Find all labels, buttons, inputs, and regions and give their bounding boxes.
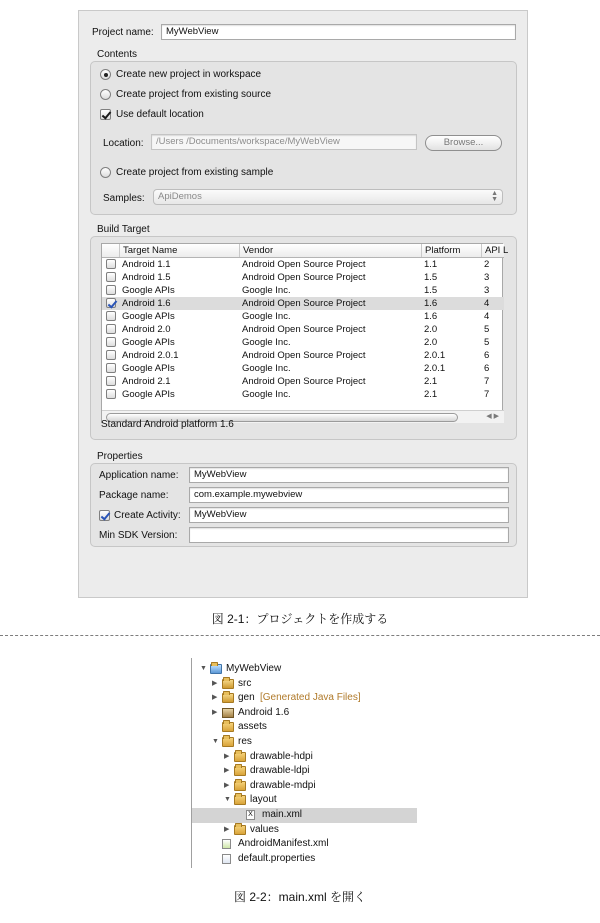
tree-item[interactable] [192,793,417,807]
target-checkbox[interactable] [106,363,116,373]
cell-platform: 2.0.1 [424,363,446,374]
tree-item[interactable] [192,735,417,749]
tree-item[interactable] [192,852,417,866]
min-sdk-version-label: Min SDK Version: [99,530,178,541]
table-header [102,244,509,258]
folder-icon [222,737,234,747]
tree-item-label: MyWebView [226,663,282,674]
application-name-label: Application name: [99,470,179,481]
collapsed-arrow-icon[interactable]: ▶ [224,752,230,760]
create-from-source-radio[interactable] [100,89,111,100]
use-default-location-checkbox[interactable] [100,109,111,120]
table-row[interactable] [102,388,504,401]
properties-file-icon [222,854,231,864]
cell-name: Google APIs [122,389,175,400]
cell-name: Android 1.1 [122,259,171,270]
contents-group [90,61,517,215]
tree-item[interactable] [192,750,417,764]
tree-item-label: assets [238,721,267,733]
table-row[interactable] [102,323,504,336]
use-default-location-label: Use default location [116,109,204,120]
location-input[interactable]: /Users /Documents/workspace/MyWebView [151,134,417,150]
browse-button[interactable]: Browse... [425,135,502,151]
cell-api: 3 [484,272,490,283]
cell-api: 3 [484,285,490,296]
cell-name: Google APIs [122,285,175,296]
tree-item-label: default.properties [238,852,316,864]
cell-platform: 2.0 [424,324,438,335]
tree-item[interactable] [192,837,417,851]
cell-api: 7 [484,389,490,400]
tree-item[interactable] [192,706,417,720]
package-explorer-tree[interactable] [191,658,417,868]
cell-platform: 1.6 [424,311,438,322]
folder-icon [222,722,234,732]
cell-vendor: Google Inc. [242,363,291,374]
tree-item-label: res [238,736,252,747]
samples-select[interactable] [153,189,503,205]
cell-vendor: Android Open Source Project [242,350,366,361]
cell-name: Android 2.1 [122,376,171,387]
expanded-arrow-icon[interactable]: ▼ [224,796,231,804]
target-checkbox[interactable] [106,376,116,386]
collapsed-arrow-icon[interactable]: ▶ [212,679,218,687]
cell-vendor: Google Inc. [242,285,291,296]
cell-name: Google APIs [122,337,175,348]
tree-item-label: layout [250,794,277,806]
cell-vendor: Android Open Source Project [242,298,366,309]
folder-icon [234,752,246,762]
location-label: Location: [103,138,144,149]
cell-api: 6 [484,350,490,361]
section-divider [0,635,600,636]
source-folder-icon [222,693,234,703]
project-name-input[interactable]: MyWebView [161,24,516,40]
library-jar-icon [222,708,234,718]
min-sdk-version-input[interactable] [189,527,509,543]
cell-platform: 2.1 [424,376,438,387]
create-activity-input[interactable]: MyWebView [189,507,509,523]
target-checkbox[interactable] [106,337,116,347]
create-from-source-label: Create project from existing source [116,89,272,100]
table-row[interactable] [102,375,504,388]
cell-platform: 1.5 [424,285,438,296]
target-checkbox[interactable] [106,389,116,399]
application-name-input[interactable]: MyWebView [189,467,509,483]
table-row[interactable] [102,271,504,284]
cell-vendor: Android Open Source Project [242,376,366,387]
cell-name: Android 1.5 [122,272,171,283]
build-target-group-title: Build Target [97,224,150,235]
cell-name: Google APIs [122,363,175,374]
cell-api: 2 [484,259,490,270]
column-header-platform[interactable]: Platform [421,244,481,257]
android-project-icon [210,664,222,674]
scroll-arrows-icon[interactable]: ◀▶ [486,413,501,420]
create-activity-checkbox[interactable] [99,510,110,521]
xml-file-icon: X [246,810,255,820]
properties-group [90,463,517,547]
figure-2-1-caption: 図 2-1：プロジェクトを作成する [211,612,389,626]
new-android-project-dialog [78,10,528,598]
table-row[interactable] [102,362,504,375]
figure-2-2-caption: 図 2-2：main.xml を開く [233,890,367,904]
create-new-project-label: Create new project in workspace [116,69,262,80]
tree-item[interactable] [192,662,417,676]
cell-api: 4 [484,298,490,309]
cell-platform: 2.0.1 [424,350,446,361]
table-row[interactable] [102,310,504,323]
folder-icon [234,766,246,776]
tree-item[interactable] [192,691,417,705]
cell-vendor: Android Open Source Project [242,272,366,283]
cell-api: 7 [484,376,490,387]
target-checkbox[interactable] [106,259,116,269]
package-name-input[interactable]: com.example.mywebview [189,487,509,503]
tree-item-label: Android 1.6 [238,706,290,718]
cell-api: 6 [484,363,490,374]
cell-vendor: Google Inc. [242,311,291,322]
samples-label: Samples: [103,193,145,204]
table-row[interactable] [102,297,504,310]
table-row[interactable] [102,336,504,349]
tree-item[interactable] [192,720,417,734]
package-name-label: Package name: [99,490,169,501]
contents-group-title: Contents [97,49,138,60]
tree-item-label: drawable-ldpi [250,765,310,777]
tree-item-label: values [250,823,279,835]
folder-icon [234,795,246,805]
cell-api: 5 [484,337,490,348]
cell-vendor: Android Open Source Project [242,324,366,335]
expanded-arrow-icon[interactable]: ▼ [200,665,207,672]
manifest-file-icon [222,839,231,849]
expanded-arrow-icon[interactable]: ▼ [212,738,219,745]
cell-name: Android 1.6 [122,298,171,309]
tree-item-label: main.xml [262,809,303,820]
cell-vendor: Android Open Source Project [242,259,366,270]
properties-group-title: Properties [97,451,143,462]
tree-item-label: drawable-hdpi [250,750,313,762]
target-checkbox[interactable] [106,324,116,334]
select-arrows-icon: ▲ ▼ [491,190,498,203]
tree-item[interactable] [192,677,417,691]
tree-item-label: drawable-mdpi [250,779,316,791]
collapsed-arrow-icon[interactable]: ▶ [224,781,230,789]
collapsed-arrow-icon[interactable]: ▶ [224,825,230,833]
table-row[interactable] [102,284,504,297]
tree-item-label: AndroidManifest.xml [238,838,329,850]
collapsed-arrow-icon[interactable]: ▶ [212,694,218,702]
cell-api: 4 [484,311,490,322]
source-folder-icon [222,679,234,689]
tree-item-label: gen [238,692,255,704]
tree-item-decoration: [Generated Java Files] [260,692,361,704]
cell-name: Google APIs [122,311,175,322]
collapsed-arrow-icon[interactable]: ▶ [212,708,218,716]
collapsed-arrow-icon[interactable]: ▶ [224,767,230,775]
target-checkbox[interactable] [106,272,116,282]
create-new-project-radio[interactable] [100,69,111,80]
build-target-status: Standard Android platform 1.6 [101,419,234,430]
tree-item[interactable] [192,823,417,837]
target-checkbox[interactable] [106,350,116,360]
create-from-sample-label: Create project from existing sample [116,167,274,178]
target-checkbox[interactable] [106,298,116,308]
create-from-sample-radio[interactable] [100,167,111,178]
cell-platform: 1.5 [424,272,438,283]
table-row[interactable] [102,349,504,362]
target-checkbox[interactable] [106,285,116,295]
tree-item[interactable] [192,808,417,822]
cell-vendor: Google Inc. [242,389,291,400]
cell-api: 5 [484,324,490,335]
build-target-table[interactable] [101,243,509,423]
project-name-label: Project name: [92,27,154,38]
table-row[interactable] [102,258,504,271]
create-activity-label: Create Activity: [114,510,181,521]
cell-vendor: Google Inc. [242,337,291,348]
target-checkbox[interactable] [106,311,116,321]
folder-icon [234,781,246,791]
tree-item-label: src [238,677,252,689]
column-header-target-name[interactable]: Target Name [119,244,239,257]
folder-icon [234,825,246,835]
cell-platform: 2.1 [424,389,438,400]
cell-name: Android 2.0 [122,324,171,335]
column-header-vendor[interactable]: Vendor [239,244,421,257]
cell-platform: 1.1 [424,259,438,270]
cell-platform: 2.0 [424,337,438,348]
tree-item[interactable] [192,764,417,778]
samples-select-value: ApiDemos [158,191,202,202]
cell-platform: 1.6 [424,298,438,309]
column-header-api-level[interactable]: API L [481,244,505,257]
tree-item[interactable] [192,779,417,793]
cell-name: Android 2.0.1 [122,350,179,361]
